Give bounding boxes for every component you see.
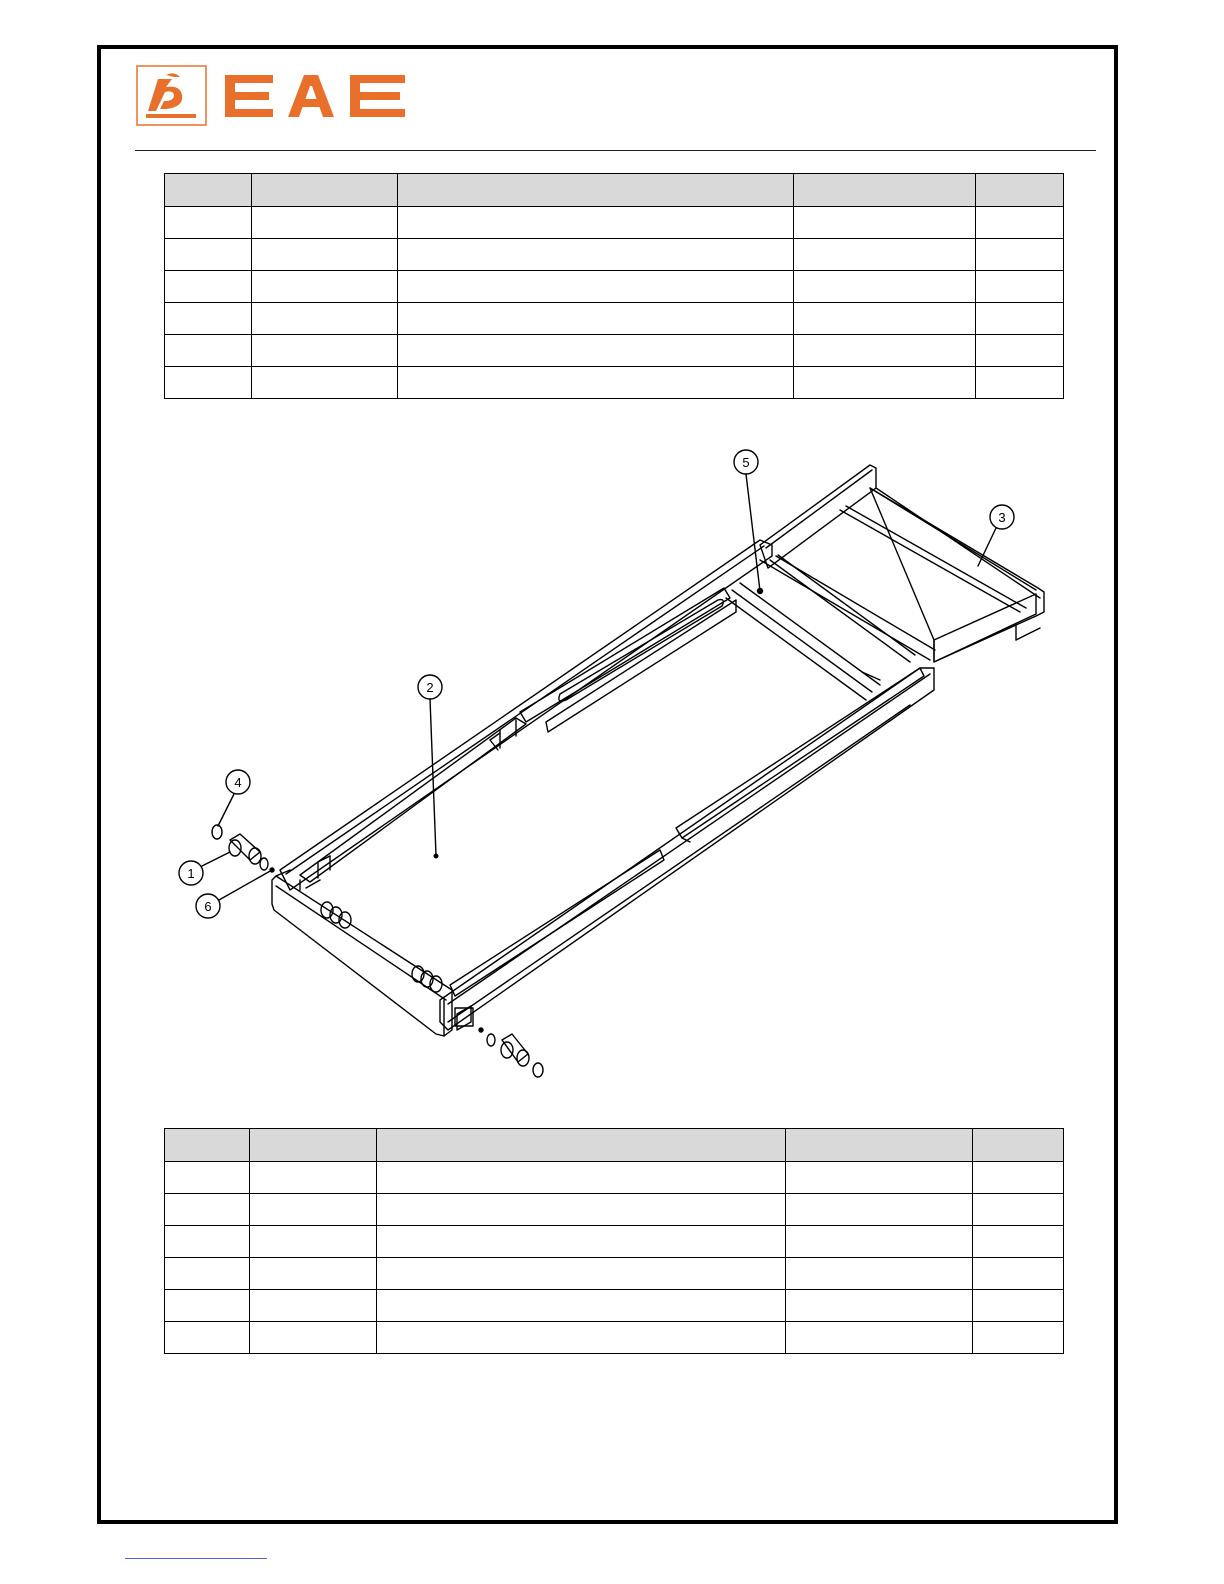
table-row [165,207,1064,239]
table-cell [165,1194,250,1226]
column-header [786,1129,973,1162]
table-cell [252,271,398,303]
table-row [165,367,1064,399]
table-cell [165,1226,250,1258]
table-cell [252,335,398,367]
table-cell [794,303,976,335]
column-header [398,174,794,207]
table-cell [786,1162,973,1194]
table-cell [786,1226,973,1258]
table-cell [377,1290,786,1322]
table-cell [398,271,794,303]
table-cell [165,367,252,399]
table-cell [377,1258,786,1290]
table-cell [973,1194,1064,1226]
column-header [794,174,976,207]
table-cell [398,335,794,367]
table-cell [165,303,252,335]
table-cell [250,1290,377,1322]
table-row [165,1194,1064,1226]
table-row [165,1258,1064,1290]
table-row [165,1322,1064,1354]
cross-members [726,555,915,700]
inner-extension-frame [760,465,1044,662]
table-cell [252,367,398,399]
table-cell [794,239,976,271]
callout-label: 3 [998,510,1006,525]
column-header [165,1129,250,1162]
table-cell [976,207,1064,239]
header-divider [135,150,1096,151]
table-row [165,1162,1064,1194]
table-cell [377,1226,786,1258]
table-cell [976,271,1064,303]
table-cell [252,207,398,239]
table-cell [165,239,252,271]
table-cell [786,1290,973,1322]
table-cell [973,1162,1064,1194]
callout-label: 6 [204,899,212,914]
table-cell [398,367,794,399]
callout-label: 1 [187,866,195,881]
table-cell [165,207,252,239]
table-cell [973,1258,1064,1290]
table-cell [976,367,1064,399]
table-cell [976,239,1064,271]
callout-label: 4 [234,775,242,790]
table-cell [165,1322,250,1354]
table-row [165,1226,1064,1258]
table-row [165,303,1064,335]
table-cell [377,1162,786,1194]
table-cell [165,335,252,367]
table-cell [786,1258,973,1290]
parts-table-top [164,173,1064,399]
table-cell [250,1258,377,1290]
table-cell [786,1322,973,1354]
callout-3 [978,505,1014,566]
outer-main-frame [272,540,934,1036]
footer-link-underline[interactable] [125,1558,267,1559]
table-cell [252,239,398,271]
table-cell [794,335,976,367]
eae-logo [136,65,408,127]
table-cell [398,303,794,335]
table-cell [165,271,252,303]
callout-label: 5 [742,455,750,470]
table-cell [398,239,794,271]
right-pin-assembly [479,1028,543,1077]
table-header-row [165,174,1064,207]
column-header [973,1129,1064,1162]
table-header-row [165,1129,1064,1162]
table-row [165,1290,1064,1322]
table-cell [976,303,1064,335]
table-cell [250,1162,377,1194]
column-header [250,1129,377,1162]
table-cell [252,303,398,335]
table-cell [973,1290,1064,1322]
table-cell [786,1194,973,1226]
eae-wordmark [225,75,405,117]
table-cell [794,207,976,239]
table-cell [250,1194,377,1226]
table-cell [973,1322,1064,1354]
table-cell [250,1322,377,1354]
table-cell [973,1226,1064,1258]
left-pin-assembly [212,825,274,872]
callout-label: 2 [426,680,434,695]
table-row [165,239,1064,271]
parts-table-bottom [164,1128,1064,1354]
table-cell [377,1194,786,1226]
hinge-knuckles [321,902,442,992]
table-row [165,271,1064,303]
column-header [165,174,252,207]
table-row [165,335,1064,367]
column-header [976,174,1064,207]
table-cell [794,271,976,303]
column-header [377,1129,786,1162]
table-cell [165,1162,250,1194]
table-cell [377,1322,786,1354]
table-cell [794,367,976,399]
table-cell [165,1258,250,1290]
table-cell [976,335,1064,367]
table-cell [398,207,794,239]
exploded-assembly-drawing [170,440,1060,1090]
table-cell [165,1290,250,1322]
column-header [252,174,398,207]
table-cell [250,1226,377,1258]
